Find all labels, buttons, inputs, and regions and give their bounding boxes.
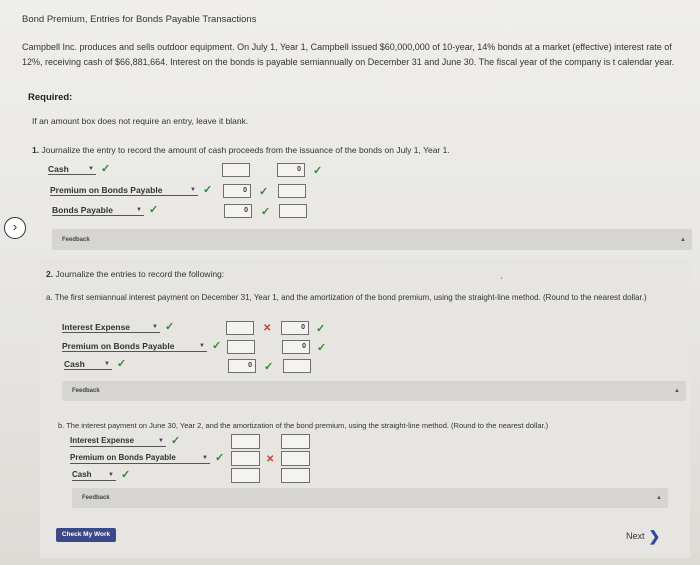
q1-number: 1.: [32, 145, 40, 155]
q2a-row-1-account[interactable]: [62, 321, 174, 333]
check-icon: ✓: [313, 165, 323, 177]
q2b-row-2-credit[interactable]: [281, 451, 310, 466]
account-name: Bonds Payable: [52, 204, 113, 215]
account-dropdown[interactable]: [70, 452, 210, 464]
account-name: Premium on Bonds Payable: [70, 453, 176, 462]
q2b-row-2-debit[interactable]: [231, 451, 260, 466]
q2b-row-3-debit[interactable]: [231, 468, 260, 483]
account-dropdown[interactable]: [62, 340, 207, 352]
q1-row-2-account[interactable]: [50, 184, 212, 196]
account-dropdown[interactable]: [64, 358, 112, 370]
check-icon: ✓: [171, 435, 181, 447]
cross-icon: ✕: [263, 323, 272, 334]
chevron-right-icon[interactable]: ›: [4, 217, 26, 239]
q1-row-3-account[interactable]: [52, 204, 158, 216]
q1-prompt: [32, 145, 450, 155]
q2b-row-1-credit[interactable]: [281, 434, 310, 449]
chevron-down-icon: ▼: [202, 454, 208, 461]
q1-row-1-account[interactable]: [48, 163, 110, 175]
chevron-down-icon: ▼: [108, 471, 114, 478]
q1-row-2-debit[interactable]: 0: [223, 184, 251, 198]
feedback-label: Feedback: [72, 388, 100, 394]
chevron-down-icon: ▼: [190, 186, 196, 193]
chevron-up-icon: ▲: [680, 236, 686, 243]
account-name: Cash: [48, 163, 69, 174]
q2b-row-1-debit[interactable]: [231, 434, 260, 449]
check-icon: ✓: [121, 469, 131, 481]
q2-prompt: [46, 269, 224, 279]
check-icon: ✓: [117, 358, 127, 370]
account-name: Interest Expense: [62, 321, 131, 332]
q1-feedback-bar[interactable]: [52, 229, 692, 250]
q2b-row-1-account[interactable]: [70, 435, 180, 447]
chevron-up-icon: ▲: [674, 388, 680, 394]
q2b-row-3-account[interactable]: [72, 469, 130, 481]
cross-icon: ✕: [266, 454, 275, 465]
account-dropdown[interactable]: [52, 204, 144, 216]
q2-number: 2.: [46, 269, 54, 279]
q2a-row-3-account[interactable]: [64, 358, 126, 370]
next-button[interactable]: [626, 528, 661, 544]
q2b-feedback-bar[interactable]: [72, 488, 668, 508]
q2a-row-3-debit[interactable]: 0: [228, 359, 256, 373]
check-icon: ✓: [149, 204, 159, 216]
check-icon: ✓: [259, 186, 269, 198]
q2-panel: [40, 260, 690, 558]
q1-row-3-debit[interactable]: 0: [224, 204, 252, 218]
q2b-label: b.: [58, 421, 65, 430]
check-icon: ✓: [261, 206, 271, 218]
q1-row-1-debit[interactable]: [222, 163, 250, 177]
check-icon: ✓: [264, 361, 274, 373]
chevron-up-icon: ▲: [656, 495, 662, 501]
chevron-right-icon: ❯: [648, 528, 661, 544]
check-icon: ✓: [203, 184, 213, 196]
q2b-row-2-account[interactable]: [70, 452, 224, 464]
chevron-down-icon: ▼: [136, 206, 142, 213]
account-name: Premium on Bonds Payable: [62, 340, 175, 351]
account-name: Interest Expense: [70, 436, 135, 445]
account-name: Premium on Bonds Payable: [50, 184, 163, 195]
check-icon: ✓: [215, 452, 225, 464]
account-dropdown[interactable]: [70, 435, 166, 447]
problem-description: Campbell Inc. produces and sells outdoor equipment. On July 1, Year 1, Campbell issued $60,000,000 of 10-year, 14% bonds at a market (effective) interest rate of 12%, receiving cash of $66,881,664. Interest on the bonds is payable semiannually on December 31 and June 30. The fiscal year of the company is t calendar year.: [22, 42, 675, 67]
q2b-text: The interest payment on June 30, Year 2, and the amortization of the bond premium, using the straight-line method. (Round to the nearest dollar.): [66, 421, 549, 430]
q1-row-1-credit[interactable]: 0: [277, 163, 305, 177]
account-dropdown[interactable]: [48, 163, 96, 175]
account-name: Cash: [72, 470, 92, 479]
q2b-row-3-credit[interactable]: [281, 468, 310, 483]
q2a-text: The first semiannual interest payment on December 31, Year 1, and the amortization of the bond premium, using the straight-line method. (Round to the nearest dollar.): [54, 293, 647, 302]
q2a-row-2-account[interactable]: [62, 340, 221, 352]
account-dropdown[interactable]: [62, 321, 160, 333]
q2b-prompt: [58, 421, 548, 430]
account-dropdown[interactable]: [50, 184, 198, 196]
check-my-work-button[interactable]: Check My Work: [56, 528, 116, 542]
q1-row-3-credit[interactable]: [279, 204, 307, 218]
check-icon: ✓: [101, 163, 111, 175]
q2a-row-2-credit[interactable]: 0: [282, 340, 310, 354]
check-icon: ✓: [317, 342, 327, 354]
q2a-row-2-debit[interactable]: [227, 340, 255, 354]
chevron-down-icon: ▼: [104, 360, 110, 367]
q2a-label: a.: [46, 293, 53, 302]
q2a-row-1-debit[interactable]: [226, 321, 254, 335]
q2a-feedback-bar[interactable]: [62, 381, 686, 401]
chevron-down-icon: ▼: [88, 165, 94, 172]
check-icon: ✓: [316, 323, 326, 335]
page-title: Bond Premium, Entries for Bonds Payable Transactions: [22, 14, 257, 25]
instruction-note: If an amount box does not require an entry, leave it blank.: [32, 116, 249, 126]
next-label: Next: [626, 531, 645, 541]
required-heading: Required:: [28, 92, 73, 103]
feedback-label: Feedback: [82, 495, 110, 501]
check-icon: ✓: [212, 340, 222, 352]
cursor-mark: ˊ: [500, 277, 503, 286]
account-dropdown[interactable]: [72, 469, 116, 481]
chevron-down-icon: ▼: [199, 342, 205, 349]
q1-text: Journalize the entry to record the amount of cash proceeds from the issuance of the bonds on July 1, Year 1.: [41, 145, 450, 155]
q2-text: Journalize the entries to record the following:: [55, 269, 225, 279]
check-icon: ✓: [165, 321, 175, 333]
q1-row-2-credit[interactable]: [278, 184, 306, 198]
account-name: Cash: [64, 358, 85, 369]
q2a-prompt: [46, 292, 686, 304]
feedback-label: Feedback: [62, 236, 90, 243]
chevron-down-icon: ▼: [152, 323, 158, 330]
q2a-row-1-credit[interactable]: 0: [281, 321, 309, 335]
q2a-row-3-credit[interactable]: [283, 359, 311, 373]
chevron-down-icon: ▼: [158, 437, 164, 444]
